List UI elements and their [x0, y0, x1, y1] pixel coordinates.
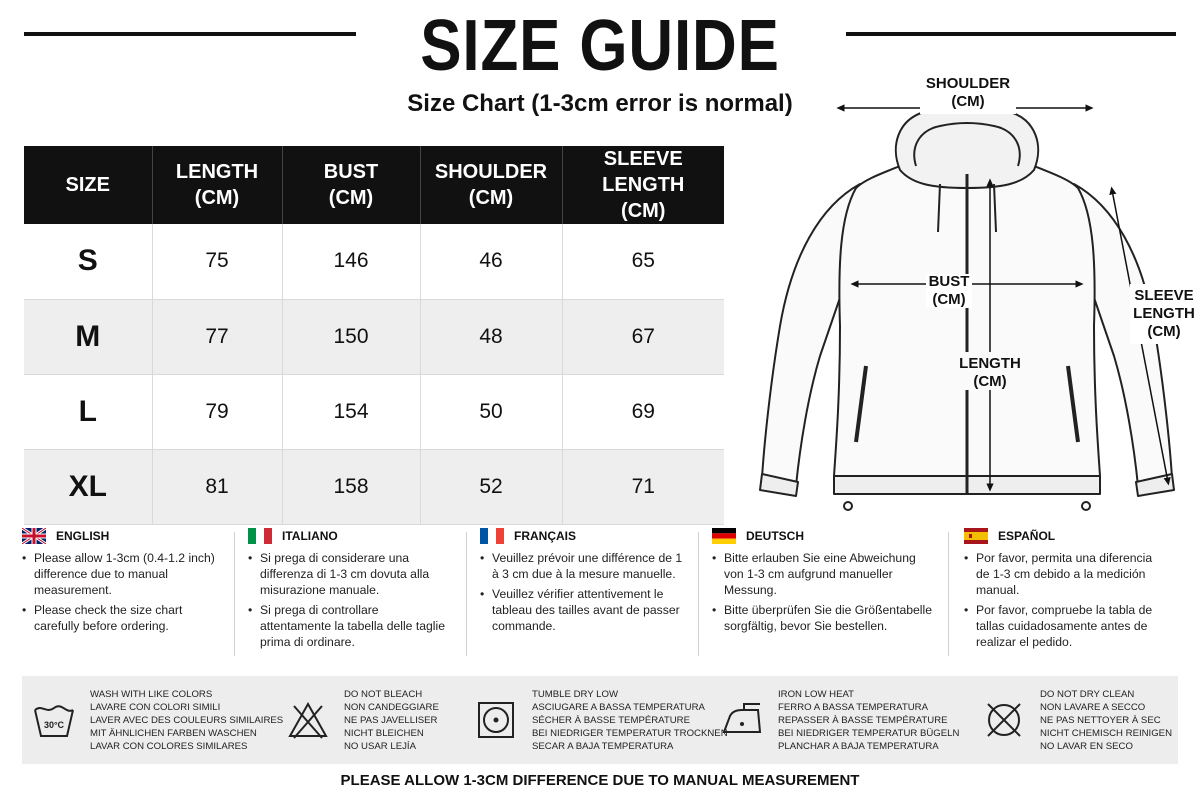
lang-note: • Veuillez prévoir une différence de 1 à 3 cm due à la mesure manuelle. [480, 550, 686, 582]
divider [234, 532, 235, 656]
lang-note: • Bitte erlauben Sie eine Abweichung von 1-3 cm aufgrund manueller Messung. [712, 550, 934, 598]
size-table [24, 146, 724, 525]
shoulder-unit: (CM) [951, 93, 985, 110]
care-line: IRON LOW HEAT [778, 688, 855, 700]
header-rule-left [24, 32, 356, 36]
tumble-dry-low-icon [474, 698, 518, 742]
care-line: WASH WITH LIKE COLORS [90, 688, 213, 700]
cell-bust: 146 [282, 224, 420, 299]
care-line: NO LAVAR EN SECO [1040, 740, 1133, 752]
care-line: ASCIUGARE A BASSA TEMPERATURA [532, 701, 705, 713]
lang-note: • Por favor, compruebe la tabla de tallas cuidadosamente antes de realizar el pedido. [964, 602, 1168, 650]
care-line: LAVER AVEC DES COULEURS SIMILAIRES [90, 714, 284, 726]
do-not-dry-clean-icon [982, 698, 1026, 742]
lang-note: • Si prega di considerare una differenza di 1-3 cm dovuta alla misurazione manuale. [248, 550, 452, 598]
lang-name: ITALIANO [282, 529, 338, 543]
lang-name: ESPAÑOL [998, 529, 1056, 543]
care-line: BEI NIEDRIGER TEMPERATUR TROCKNEN [532, 727, 728, 739]
lang-italiano [248, 528, 460, 660]
care-line: SÉCHER À BASSE TEMPÉRATURE [532, 714, 690, 726]
uk-flag-icon [22, 528, 46, 544]
iron-low-heat-icon [720, 698, 764, 742]
care-item-bleach [286, 676, 439, 764]
page-title: SIZE GUIDE [420, 6, 780, 86]
lang-francais [480, 528, 694, 660]
cell-length: 79 [152, 374, 282, 449]
divider [948, 532, 949, 656]
cell-shoulder: 48 [420, 299, 562, 374]
lang-note: • Bitte überprüfen Sie die Größentabelle sorgfältig, bevor Sie bestellen. [712, 602, 934, 634]
sleeve-label-2: LENGTH [1133, 305, 1195, 322]
divider [698, 532, 699, 656]
footer-note: PLEASE ALLOW 1-3CM DIFFERENCE DUE TO MANUAL MEASUREMENT [340, 772, 860, 789]
care-line: TUMBLE DRY LOW [532, 688, 619, 700]
care-line: DO NOT DRY CLEAN [1040, 688, 1135, 700]
sleeve-unit: (CM) [1147, 323, 1181, 340]
cell-length: 81 [152, 449, 282, 524]
table-row [24, 224, 724, 299]
cell-size: XL [24, 449, 152, 524]
shoulder-label: SHOULDER [925, 75, 1011, 92]
lang-deutsch [712, 528, 942, 660]
wash-temp: 30°C [43, 720, 65, 730]
care-line: REPASSER À BASSE TEMPÉRATURE [778, 714, 948, 726]
bust-unit: (CM) [932, 291, 966, 308]
col-shoulder: SHOULDER (CM) [420, 146, 562, 224]
table-row [24, 299, 724, 374]
bust-label: BUST [928, 273, 970, 290]
care-line: NO USAR LEJÍA [344, 740, 416, 752]
care-line: MIT ÄHNLICHEN FARBEN WASCHEN [90, 727, 257, 739]
lang-name: ENGLISH [56, 529, 110, 543]
care-instructions [22, 676, 1178, 764]
care-line: LAVAR CON COLORES SIMILARES [90, 740, 248, 752]
lang-espanol [964, 528, 1176, 660]
care-line: NON CANDEGGIARE [344, 701, 439, 713]
cell-shoulder: 52 [420, 449, 562, 524]
spain-flag-icon [964, 528, 988, 544]
col-size: SIZE [24, 146, 152, 224]
lang-note: • Please check the size chart carefully before ordering. [22, 602, 220, 634]
jacket-diagram [740, 66, 1200, 516]
care-item-dry-clean [982, 676, 1172, 764]
cell-sleeve: 67 [562, 299, 724, 374]
lang-name: FRANÇAIS [514, 529, 576, 543]
care-item-wash [32, 676, 283, 764]
germany-flag-icon [712, 528, 736, 544]
page-subtitle: Size Chart (1-3cm error is normal) [407, 90, 793, 117]
care-line: NON LAVARE A SECCO [1040, 701, 1146, 713]
cell-sleeve: 71 [562, 449, 724, 524]
col-bust: BUST (CM) [282, 146, 420, 224]
do-not-bleach-icon [286, 698, 330, 742]
lang-note: • Si prega di controllare attentamente la tabella delle taglie prima di ordinare. [248, 602, 452, 650]
care-line: SECAR A BAJA TEMPERATURA [532, 740, 674, 752]
lang-name: DEUTSCH [746, 529, 805, 543]
cell-length: 77 [152, 299, 282, 374]
table-row [24, 374, 724, 449]
cell-size: M [24, 299, 152, 374]
wash-30-icon [32, 698, 76, 742]
care-line: NE PAS NETTOYER À SEC [1040, 714, 1161, 726]
care-line: DO NOT BLEACH [344, 688, 423, 700]
care-line: BEI NIEDRIGER TEMPERATUR BÜGELN [778, 727, 960, 739]
cell-bust: 158 [282, 449, 420, 524]
cell-bust: 154 [282, 374, 420, 449]
divider [466, 532, 467, 656]
lang-note: • Veuillez vérifier attentivement le tableau des tailles avant de passer commande. [480, 586, 686, 634]
lang-english [22, 528, 228, 660]
lang-note: • Por favor, permita una diferencia de 1-3 cm debido a la medición manual. [964, 550, 1168, 598]
care-line: NE PAS JAVELLISER [344, 714, 438, 726]
care-line: NICHT CHEMISCH REINIGEN [1040, 727, 1173, 739]
cell-size: L [24, 374, 152, 449]
table-row [24, 449, 724, 524]
care-line: PLANCHAR A BAJA TEMPERATURA [778, 740, 939, 752]
cell-bust: 150 [282, 299, 420, 374]
france-flag-icon [480, 528, 504, 544]
cell-sleeve: 65 [562, 224, 724, 299]
cell-shoulder: 50 [420, 374, 562, 449]
italy-flag-icon [248, 528, 272, 544]
length-label: LENGTH [959, 355, 1021, 372]
cell-sleeve: 69 [562, 374, 724, 449]
care-line: LAVARE CON COLORI SIMILI [90, 701, 221, 713]
sleeve-label: SLEEVE [1134, 287, 1194, 304]
care-line: FERRO A BASSA TEMPERATURA [778, 701, 928, 713]
size-table-header [24, 146, 724, 224]
header-rule-right [846, 32, 1176, 36]
cell-length: 75 [152, 224, 282, 299]
care-line: NICHT BLEICHEN [344, 727, 424, 739]
length-unit: (CM) [973, 373, 1007, 390]
lang-note: • Please allow 1-3cm (0.4-1.2 inch) difference due to manual measurement. [22, 550, 220, 598]
col-length: LENGTH (CM) [152, 146, 282, 224]
col-sleeve-length: SLEEVE LENGTH (CM) [562, 146, 724, 224]
care-item-tumble [474, 676, 728, 764]
care-item-iron [720, 676, 959, 764]
cell-size: S [24, 224, 152, 299]
cell-shoulder: 46 [420, 224, 562, 299]
